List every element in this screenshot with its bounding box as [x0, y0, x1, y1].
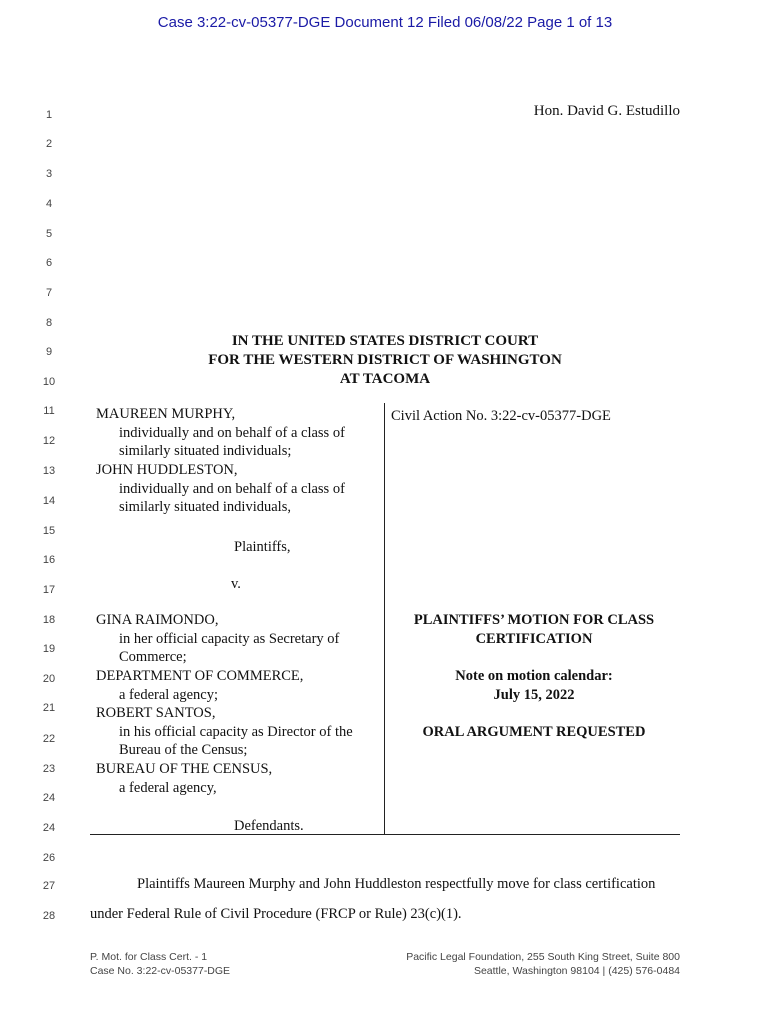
line-number: 27	[42, 880, 56, 892]
plaintiff-name: JOHN HUDDLESTON,	[96, 462, 238, 478]
footer-document-title: P. Mot. for Class Cert. - 1	[90, 951, 208, 963]
line-number: 24	[42, 792, 56, 804]
court-title-line-2: FOR THE WESTERN DISTRICT OF WASHINGTON	[208, 352, 562, 368]
line-number: 11	[43, 405, 55, 417]
civil-action-number: Civil Action No. 3:22-cv-05377-DGE	[391, 408, 611, 424]
line-number: 14	[42, 495, 56, 507]
versus-label: v.	[231, 576, 241, 592]
footer-firm-address: Pacific Legal Foundation, 255 South King Street, Suite 800	[406, 951, 680, 963]
line-number: 8	[45, 317, 53, 329]
line-number: 9	[45, 346, 53, 358]
line-number: 26	[42, 852, 56, 864]
plaintiff-description: similarly situated individuals;	[119, 443, 292, 459]
caption-divider-vertical	[384, 403, 385, 835]
line-number: 7	[45, 287, 53, 299]
line-number: 24	[42, 822, 56, 834]
line-number: 6	[45, 257, 53, 269]
defendant-description: a federal agency;	[119, 687, 219, 703]
defendant-description: in her official capacity as Secretary of	[119, 631, 340, 647]
line-number: 21	[42, 702, 56, 714]
judge-name: Hon. David G. Estudillo	[533, 103, 680, 119]
plaintiff-description: similarly situated individuals,	[119, 499, 291, 515]
case-header-banner: Case 3:22-cv-05377-DGE Document 12 Filed 06/08/22 Page 1 of 13	[157, 14, 613, 31]
defendant-description: in his official capacity as Director of the	[119, 724, 353, 740]
footer-case-number: Case No. 3:22-cv-05377-DGE	[90, 965, 231, 977]
line-number: 23	[42, 763, 56, 775]
oral-argument-request: ORAL ARGUMENT REQUESTED	[422, 724, 646, 740]
line-number: 18	[42, 614, 56, 626]
defendant-name: DEPARTMENT OF COMMERCE,	[96, 668, 304, 684]
motion-title-line-1: PLAINTIFFS’ MOTION FOR CLASS	[413, 612, 655, 628]
footer-firm-contact: Seattle, Washington 98104 | (425) 576-0484	[473, 965, 680, 977]
defendant-name: GINA RAIMONDO,	[96, 612, 219, 628]
line-number: 13	[42, 465, 56, 477]
defendant-name: ROBERT SANTOS,	[96, 705, 216, 721]
defendant-description: Commerce;	[119, 649, 187, 665]
line-number: 10	[42, 376, 56, 388]
body-paragraph-line-2: under Federal Rule of Civil Procedure (FRCP or Rule) 23(c)(1).	[90, 906, 462, 922]
plaintiff-name: MAUREEN MURPHY,	[96, 406, 236, 422]
defendants-label: Defendants.	[234, 818, 304, 834]
note-calendar-date: July 15, 2022	[493, 687, 575, 703]
line-number: 15	[42, 525, 56, 537]
line-number: 16	[42, 554, 56, 566]
court-title-line-1: IN THE UNITED STATES DISTRICT COURT	[231, 333, 539, 349]
defendant-description: Bureau of the Census;	[119, 742, 248, 758]
defendant-description: a federal agency,	[119, 780, 217, 796]
line-number: 22	[42, 733, 56, 745]
plaintiff-description: individually and on behalf of a class of	[119, 425, 345, 441]
line-number: 28	[42, 910, 56, 922]
line-number: 3	[45, 168, 53, 180]
line-number: 17	[42, 584, 56, 596]
plaintiffs-label: Plaintiffs,	[234, 539, 291, 555]
defendant-name: BUREAU OF THE CENSUS,	[96, 761, 273, 777]
line-number: 12	[42, 435, 56, 447]
line-number: 4	[45, 198, 53, 210]
caption-divider-horizontal	[90, 834, 680, 835]
line-number: 1	[45, 109, 53, 121]
line-number: 19	[42, 643, 56, 655]
motion-title-line-2: CERTIFICATION	[475, 631, 593, 647]
note-calendar-label: Note on motion calendar:	[455, 668, 613, 684]
court-title-line-3: AT TACOMA	[339, 371, 431, 387]
line-number: 5	[45, 228, 53, 240]
line-number: 2	[45, 138, 53, 150]
body-paragraph-line-1: Plaintiffs Maureen Murphy and John Huddleston respectfully move for class certification	[137, 876, 656, 892]
line-number: 20	[42, 673, 56, 685]
plaintiff-description: individually and on behalf of a class of	[119, 481, 345, 497]
